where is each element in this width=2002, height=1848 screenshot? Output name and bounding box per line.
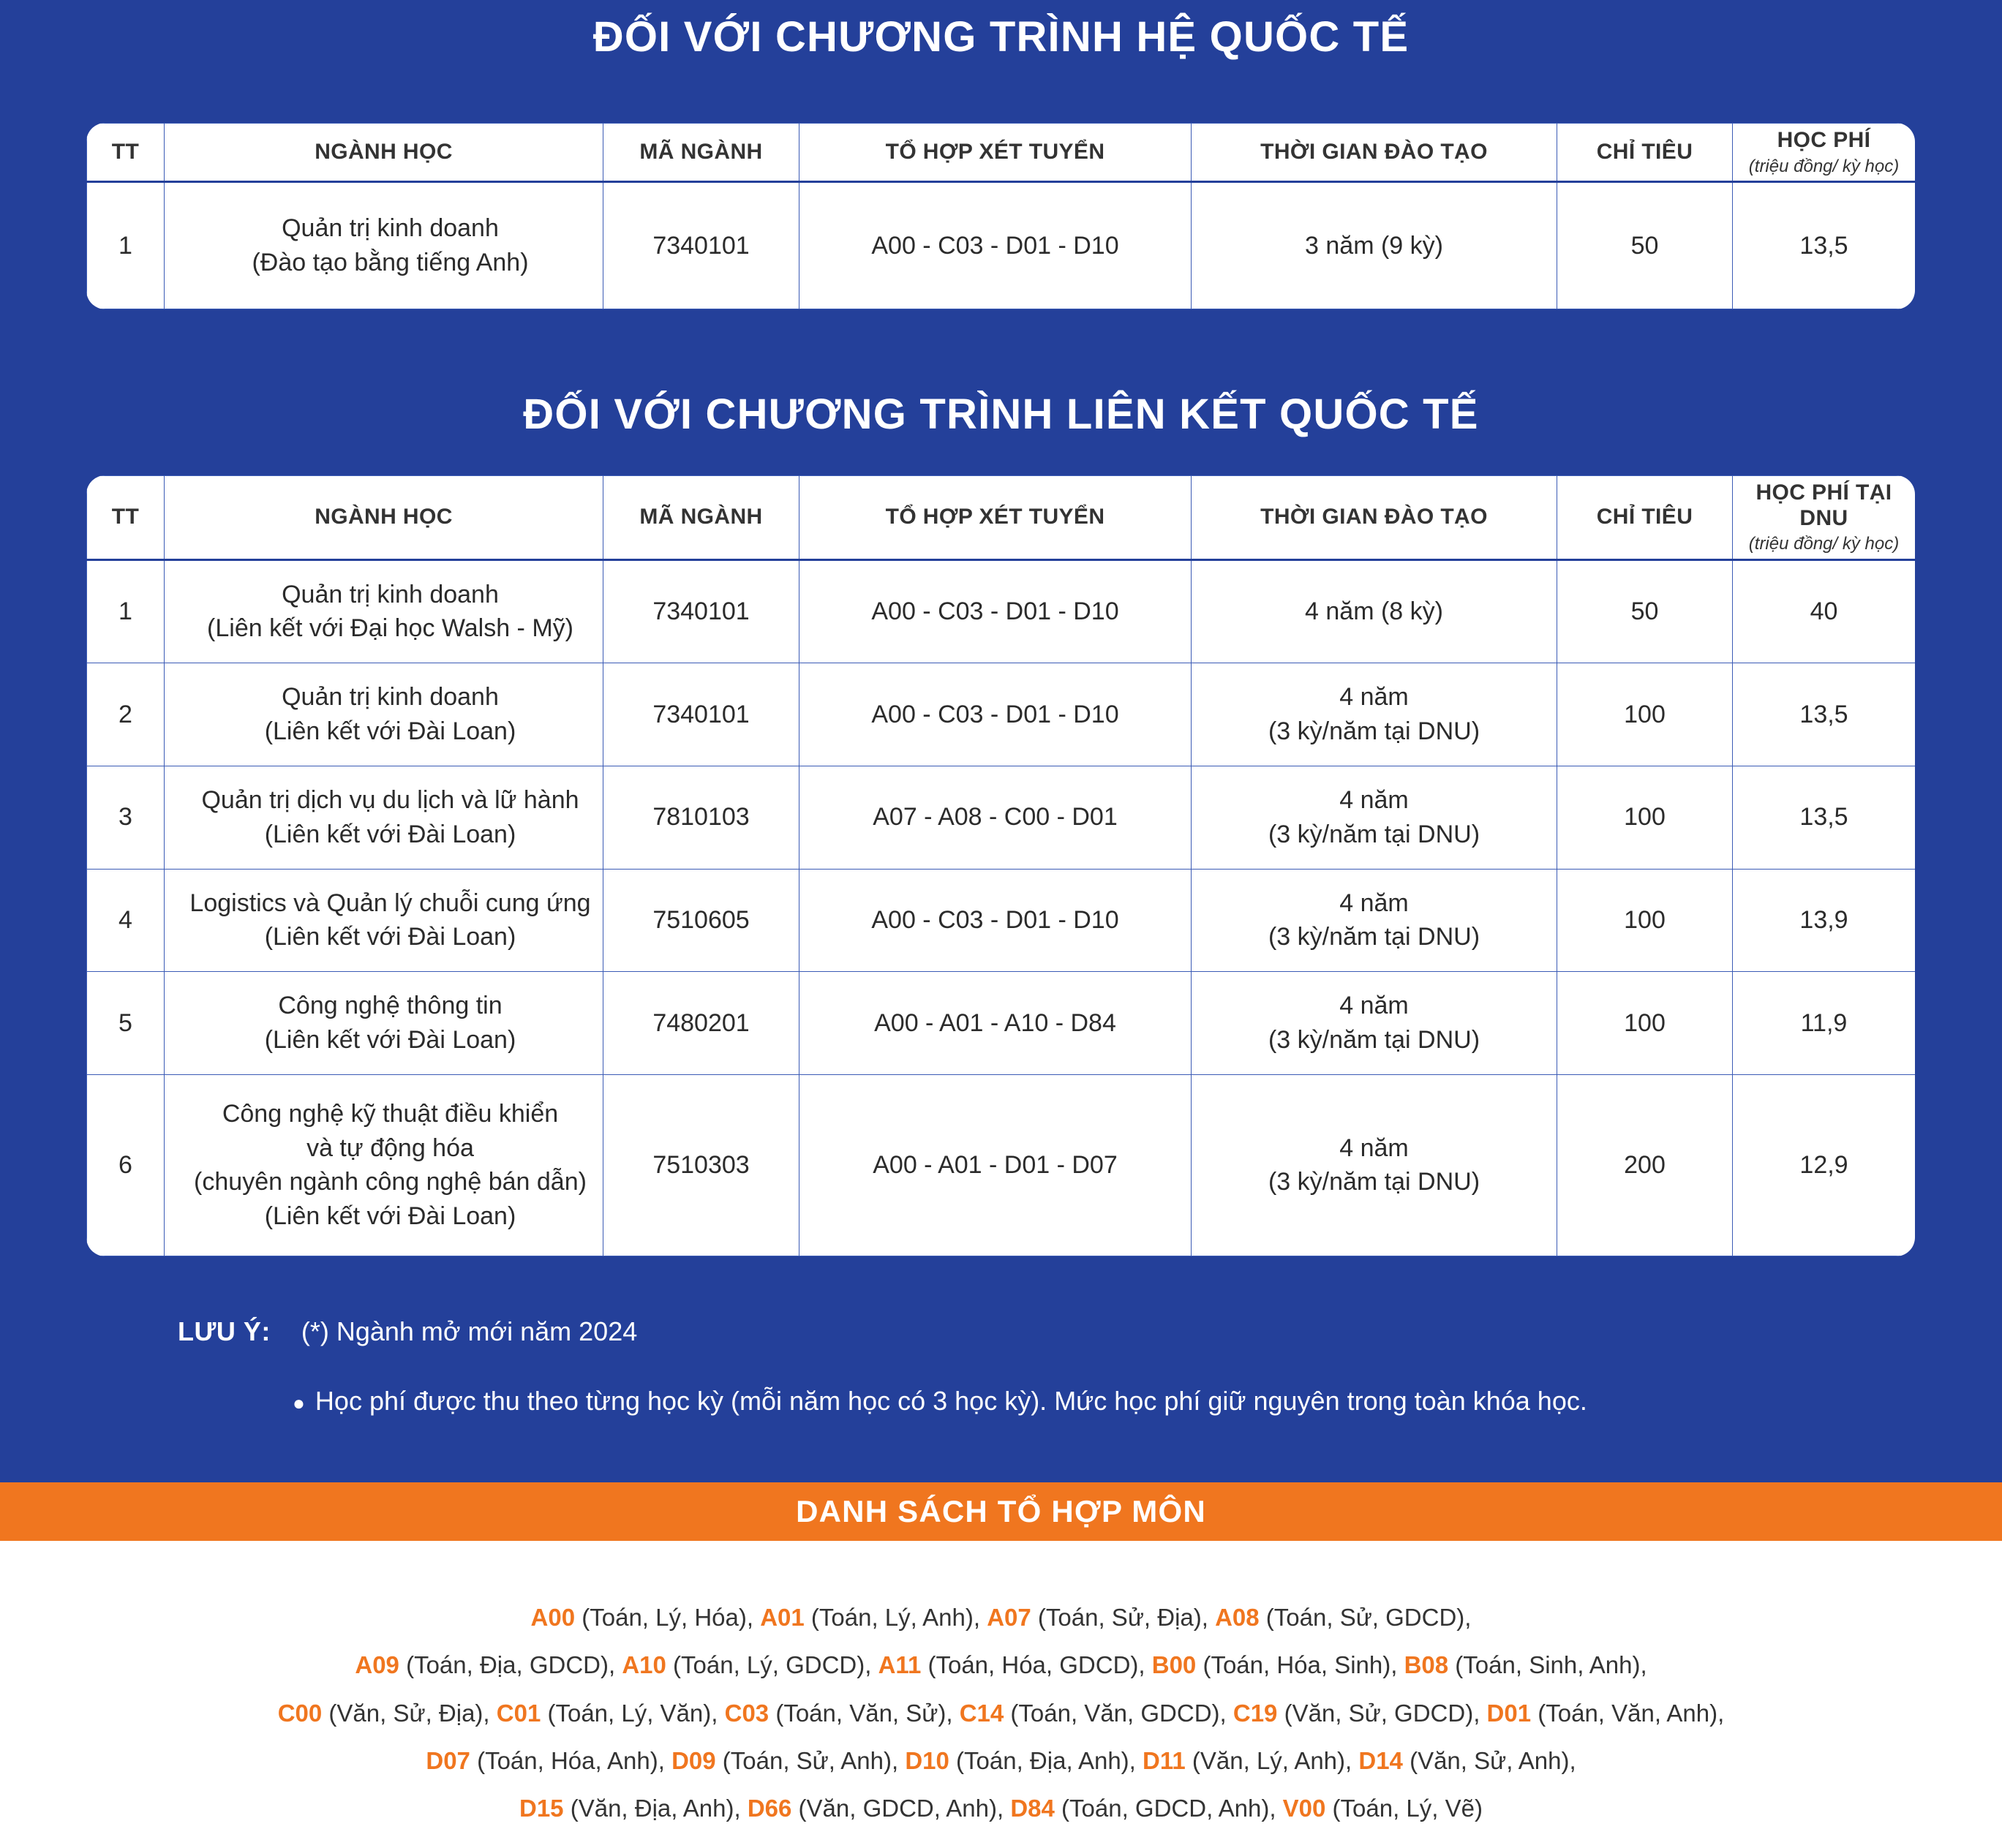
note-row-tuition xyxy=(293,1386,1587,1417)
col-header-tt: TT xyxy=(87,476,165,560)
col-header-fee xyxy=(1733,124,1916,182)
table-row xyxy=(87,766,1916,870)
col-header-code: MÃ NGÀNH xyxy=(603,476,799,560)
duration-note: (3 kỳ/năm tại DNU) xyxy=(1268,923,1480,951)
combination-subjects: (Văn, Sử, Địa), xyxy=(322,1699,497,1727)
cell-duration xyxy=(1192,663,1557,766)
col-header-combo: TỔ HỢP XÉT TUYỂN xyxy=(799,476,1192,560)
cell-fee: 13,5 xyxy=(1733,663,1916,766)
combination-line xyxy=(0,1594,2002,1641)
cell-major xyxy=(165,559,603,663)
cell-major xyxy=(165,663,603,766)
cell-combo: A00 - C03 - D01 - D10 xyxy=(799,663,1192,766)
table-grid xyxy=(86,475,1915,1256)
duration-note: (3 kỳ/năm tại DNU) xyxy=(1268,1026,1480,1055)
cell-duration xyxy=(1192,559,1557,663)
cell-tt: 1 xyxy=(87,182,165,309)
note-tuition-text: Học phí được thu theo từng học kỳ (mỗi năm học có 3 học kỳ). Mức học phí giữ nguyên trong toàn khóa học. xyxy=(315,1386,1587,1416)
section-title-international: ĐỐI VỚI CHƯƠNG TRÌNH HỆ QUỐC TẾ xyxy=(592,13,1410,61)
cell-combo: A00 - A01 - A10 - D84 xyxy=(799,972,1192,1075)
cell-tt: 6 xyxy=(87,1074,165,1256)
cell-combo: A07 - A08 - C00 - D01 xyxy=(799,766,1192,870)
cell-fee: 40 xyxy=(1733,559,1916,663)
cell-combo: A00 - C03 - D01 - D10 xyxy=(799,869,1192,972)
combination-subjects: (Toán, Sinh, Anh), xyxy=(1448,1651,1647,1679)
major-name: Quản trị dịch vụ du lịch và lữ hành xyxy=(201,785,579,814)
major-name: Công nghệ kỹ thuật điều khiển xyxy=(222,1099,559,1128)
cell-quota: 100 xyxy=(1557,766,1733,870)
major-note: (Liên kết với Đài Loan) xyxy=(264,1202,516,1231)
combination-code: A01 xyxy=(760,1604,805,1631)
major-name: Công nghệ thông tin xyxy=(278,992,503,1020)
col-header-major: NGÀNH HỌC xyxy=(165,476,603,560)
col-header-duration: THỜI GIAN ĐÀO TẠO xyxy=(1192,476,1557,560)
cell-major xyxy=(165,1074,603,1256)
combination-code: B08 xyxy=(1404,1651,1449,1679)
col-header-fee-sub: (triệu đồng/ kỳ học) xyxy=(1748,534,1900,554)
col-header-tt: TT xyxy=(87,124,165,182)
note-new-major-text: (*) Ngành mở mới năm 2024 xyxy=(301,1316,638,1346)
cell-duration xyxy=(1192,1074,1557,1256)
combination-subjects: (Toán, Văn, GDCD), xyxy=(1004,1699,1233,1727)
combination-subjects: (Toán, Địa, Anh), xyxy=(949,1746,1143,1774)
col-header-major: NGÀNH HỌC xyxy=(165,124,603,182)
col-header-fee xyxy=(1733,476,1916,560)
cell-quota: 100 xyxy=(1557,663,1733,766)
combination-code: C00 xyxy=(277,1699,323,1727)
cell-tt: 2 xyxy=(87,663,165,766)
table-header xyxy=(87,124,1916,182)
table-row xyxy=(87,559,1916,663)
combination-banner xyxy=(0,1482,2002,1541)
table-body xyxy=(87,559,1916,1256)
combination-subjects: (Văn, GDCD, Anh), xyxy=(791,1795,1011,1822)
duration-main: 4 năm xyxy=(1339,1134,1409,1162)
combination-code: B00 xyxy=(1151,1651,1197,1679)
col-header-fee-main: HỌC PHÍ xyxy=(1777,128,1871,152)
combination-line xyxy=(0,1737,2002,1784)
major-name: Logistics và Quản lý chuỗi cung ứng xyxy=(189,889,591,917)
cell-tt: 3 xyxy=(87,766,165,870)
combination-code: C19 xyxy=(1233,1699,1278,1727)
table-row xyxy=(87,972,1916,1075)
table-header xyxy=(87,476,1916,560)
combination-code: A09 xyxy=(355,1651,399,1679)
cell-quota: 200 xyxy=(1557,1074,1733,1256)
combination-code: D14 xyxy=(1358,1746,1403,1774)
combination-code: D10 xyxy=(905,1746,949,1774)
combination-code: D09 xyxy=(671,1746,716,1774)
combination-subjects: (Văn, Sử, Anh), xyxy=(1402,1746,1576,1774)
combination-code: C03 xyxy=(724,1699,769,1727)
cell-duration xyxy=(1192,869,1557,972)
combination-subjects: (Toán, Văn, Sử), xyxy=(769,1699,960,1727)
major-note: (Liên kết với Đài Loan) xyxy=(264,820,516,848)
major-name: Quản trị kinh doanh xyxy=(282,214,499,243)
table-grid xyxy=(86,123,1915,309)
cell-code: 7810103 xyxy=(603,766,799,870)
combination-code: A11 xyxy=(878,1651,922,1679)
combination-code: V00 xyxy=(1282,1795,1326,1822)
major-note: (Liên kết với Đài Loan) xyxy=(264,717,516,746)
major-note: (Liên kết với Đại học Walsh - Mỹ) xyxy=(207,614,573,643)
combination-subjects: (Toán, Lý, Hóa), xyxy=(575,1604,761,1631)
cell-quota: 100 xyxy=(1557,869,1733,972)
major-name: Quản trị kinh doanh xyxy=(282,683,499,712)
duration-main: 4 năm (8 kỳ) xyxy=(1305,597,1443,626)
major-note: và tự động hóa xyxy=(306,1134,474,1162)
col-header-quota: CHỈ TIÊU xyxy=(1557,124,1733,182)
cell-combo: A00 - C03 - D01 - D10 xyxy=(799,182,1192,309)
cell-quota: 50 xyxy=(1557,559,1733,663)
header-row xyxy=(87,124,1916,182)
combination-code: D15 xyxy=(519,1795,564,1822)
col-header-fee-main: HỌC PHÍ TẠI DNU xyxy=(1755,480,1892,530)
cell-fee: 13,9 xyxy=(1733,869,1916,972)
notes-label: LƯU Ý: xyxy=(178,1316,271,1346)
table-row xyxy=(87,1074,1916,1256)
combination-banner-title: DANH SÁCH TỔ HỢP MÔN xyxy=(796,1494,1206,1528)
international-program-table xyxy=(86,123,1915,309)
cell-major xyxy=(165,972,603,1075)
combination-subjects: (Văn, Địa, Anh), xyxy=(563,1795,748,1822)
cell-major xyxy=(165,182,603,309)
cell-fee: 12,9 xyxy=(1733,1074,1916,1256)
cell-code: 7510605 xyxy=(603,869,799,972)
combination-subjects: (Toán, Lý, Vẽ) xyxy=(1325,1795,1483,1822)
combination-subjects: (Toán, GDCD, Anh), xyxy=(1054,1795,1283,1822)
table-body xyxy=(87,182,1916,309)
duration-note: (3 kỳ/năm tại DNU) xyxy=(1268,820,1480,848)
combination-code: A07 xyxy=(987,1604,1031,1631)
section-title-joint-program: ĐỐI VỚI CHƯƠNG TRÌNH LIÊN KẾT QUỐC TẾ xyxy=(523,391,1479,438)
cell-tt: 4 xyxy=(87,869,165,972)
cell-combo: A00 - C03 - D01 - D10 xyxy=(799,559,1192,663)
table-row xyxy=(87,663,1916,766)
combination-code: D66 xyxy=(747,1795,792,1822)
combination-code: D84 xyxy=(1010,1795,1055,1822)
major-note: (Liên kết với Đài Loan) xyxy=(264,1026,516,1055)
combination-subjects: (Toán, Lý, GDCD), xyxy=(666,1651,878,1679)
cell-quota: 100 xyxy=(1557,972,1733,1075)
major-note: (Đào tạo bằng tiếng Anh) xyxy=(252,249,529,277)
major-name: Quản trị kinh doanh xyxy=(282,580,499,608)
combination-subjects: (Toán, Hóa, Anh), xyxy=(470,1746,672,1774)
cell-tt: 1 xyxy=(87,559,165,663)
major-note: (Liên kết với Đài Loan) xyxy=(264,923,516,951)
combination-subjects: (Toán, Sử, Anh), xyxy=(715,1746,906,1774)
col-header-fee-sub: (triệu đồng/ kỳ học) xyxy=(1748,156,1900,176)
duration-main: 4 năm xyxy=(1339,683,1409,712)
combination-subjects: (Toán, Văn, Anh), xyxy=(1531,1699,1725,1727)
combination-code: D11 xyxy=(1143,1746,1186,1774)
combination-code: A10 xyxy=(622,1651,666,1679)
combination-subjects: (Toán, Hóa, GDCD), xyxy=(921,1651,1152,1679)
cell-code: 7340101 xyxy=(603,663,799,766)
duration-main: 4 năm xyxy=(1339,889,1409,917)
combination-code: C01 xyxy=(496,1699,541,1727)
combination-subjects: (Văn, Sử, GDCD), xyxy=(1277,1699,1487,1727)
table-row xyxy=(87,869,1916,972)
combination-subjects: (Văn, Lý, Anh), xyxy=(1185,1746,1359,1774)
note-row-new-major xyxy=(178,1316,637,1347)
combination-line xyxy=(0,1689,2002,1737)
duration-note: (3 kỳ/năm tại DNU) xyxy=(1268,1168,1480,1196)
col-header-combo: TỔ HỢP XÉT TUYỂN xyxy=(799,124,1192,182)
table-row xyxy=(87,182,1916,309)
combination-subjects: (Toán, Sử, GDCD), xyxy=(1259,1604,1472,1631)
col-header-code: MÃ NGÀNH xyxy=(603,124,799,182)
header-row xyxy=(87,476,1916,560)
cell-code: 7340101 xyxy=(603,182,799,309)
cell-quota: 50 xyxy=(1557,182,1733,309)
cell-fee: 11,9 xyxy=(1733,972,1916,1075)
combination-code: A08 xyxy=(1215,1604,1260,1631)
col-header-quota: CHỈ TIÊU xyxy=(1557,476,1733,560)
combination-code: C14 xyxy=(959,1699,1004,1727)
cell-fee: 13,5 xyxy=(1733,766,1916,870)
combination-subjects: (Toán, Lý, Anh), xyxy=(804,1604,987,1631)
combination-line xyxy=(0,1641,2002,1689)
combination-subjects: (Toán, Lý, Văn), xyxy=(541,1699,725,1727)
duration-main: 4 năm xyxy=(1339,785,1409,814)
combination-line xyxy=(0,1784,2002,1832)
bullet-icon: ● xyxy=(293,1392,305,1414)
combination-code: D07 xyxy=(426,1746,470,1774)
cell-tt: 5 xyxy=(87,972,165,1075)
cell-code: 7480201 xyxy=(603,972,799,1075)
combination-subjects: (Toán, Hóa, Sinh), xyxy=(1196,1651,1404,1679)
major-note: (chuyên ngành công nghệ bán dẫn) xyxy=(194,1168,587,1196)
combination-subjects: (Toán, Sử, Địa), xyxy=(1031,1604,1216,1631)
combination-code: D01 xyxy=(1486,1699,1532,1727)
cell-code: 7510303 xyxy=(603,1074,799,1256)
cell-major xyxy=(165,766,603,870)
duration-note: (3 kỳ/năm tại DNU) xyxy=(1268,717,1480,746)
cell-fee: 13,5 xyxy=(1733,182,1916,309)
combination-code: A00 xyxy=(530,1604,576,1631)
cell-duration xyxy=(1192,182,1557,309)
cell-code: 7340101 xyxy=(603,559,799,663)
duration-main: 3 năm (9 kỳ) xyxy=(1305,231,1443,260)
cell-combo: A00 - A01 - D01 - D07 xyxy=(799,1074,1192,1256)
cell-duration xyxy=(1192,766,1557,870)
joint-program-table xyxy=(86,475,1915,1256)
cell-major xyxy=(165,869,603,972)
cell-duration xyxy=(1192,972,1557,1075)
subject-combination-list xyxy=(0,1541,2002,1848)
combination-subjects: (Toán, Địa, GDCD), xyxy=(399,1651,622,1679)
duration-main: 4 năm xyxy=(1339,992,1409,1020)
col-header-duration: THỜI GIAN ĐÀO TẠO xyxy=(1192,124,1557,182)
